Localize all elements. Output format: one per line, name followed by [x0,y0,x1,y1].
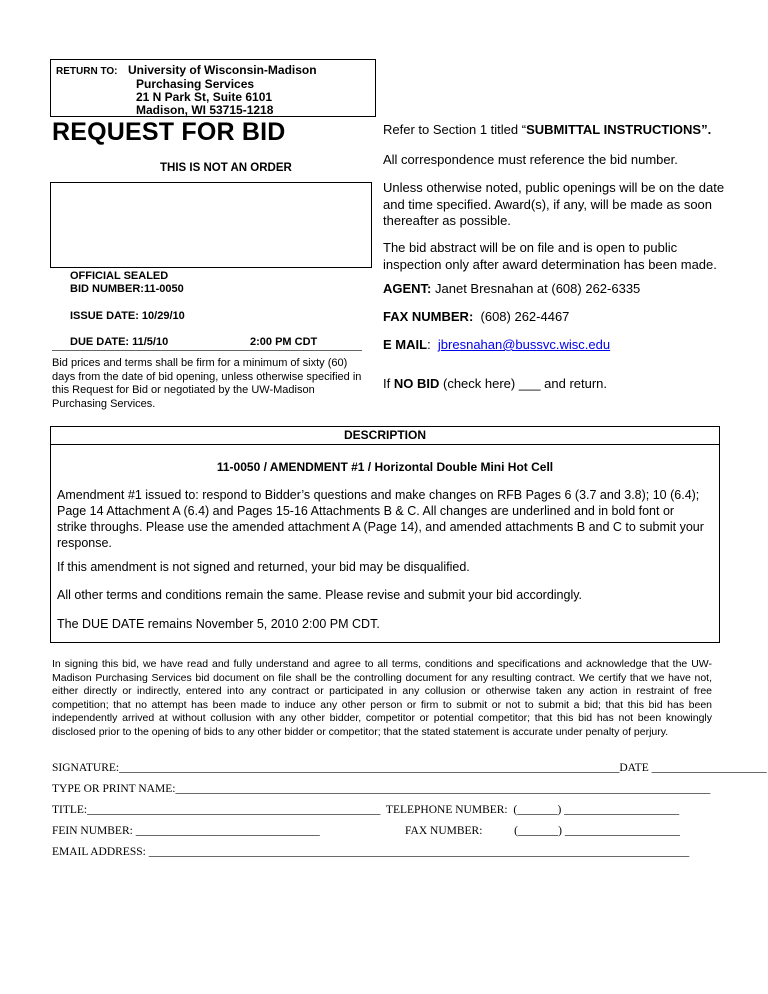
not-order-notice: THIS IS NOT AN ORDER [160,162,292,174]
fein-row: FEIN NUMBER: ________________________________ [52,825,320,837]
title-row: TITLE:___________________________________________________ TELEPHONE NUMBER: (_______) ____________________ [52,804,680,816]
due-time: 2:00 PM CDT [250,336,318,348]
title-label: TITLE: [52,804,88,816]
name-row: TYPE OR PRINT NAME:_____________________________________________________________________________________________ [52,783,711,795]
certification-text: In signing this bid, we have read and fully understand and agree to all terms, conditions and specifications and acknowledge that the UW-Madison Purchasing Services bid document on file shall be the controlling document for any resulting contract. We certify that we have not, either directly or indirectly, entered into any contract or participated in any collusion or otherwise taken any action in restraint of free competition; that no attempt has been made to induce any other person or firm to submit or not to submit a bid; that this bid has been independently arrived at without collusion with any other bidder, competitor or potential competitor; that this bid has not been knowingly disclosed prior to the opening of bids to any other bidder or competitor; that the stated statement is accurate under penalty of perjury. [52,658,712,738]
email-label: E MAIL [383,337,428,352]
agent-label: AGENT: [383,281,432,296]
fax-label: FAX NUMBER: [383,309,474,324]
divider [52,350,362,351]
fax-row: FAX NUMBER: (_______) ____________________ [405,825,680,837]
fax-value: (608) 262-4467 [480,309,570,324]
page-title: REQUEST FOR BID [52,118,286,146]
terms-paragraph: All other terms and conditions remain the same. Please revise and submit your bid accordingly. [57,588,583,602]
no-bid-pre: If [383,376,391,391]
fein-label: FEIN NUMBER: [52,825,133,837]
form-fax-label: FAX NUMBER: [405,825,483,837]
description-heading: DESCRIPTION [51,427,719,445]
refer-bold: SUBMITTAL INSTRUCTIONS”. [526,122,712,137]
signature-row: SIGNATURE:_______________________________________________________________________________________DATE ____________________ [52,762,767,774]
email-line: E MAIL: jbresnahan@bussvc.wisc.edu [383,337,611,352]
due-date-paragraph: The DUE DATE remains November 5, 2010 2:00 PM CDT. [57,617,380,631]
date-label: DATE [619,762,649,774]
telephone-label: TELEPHONE NUMBER: [385,804,508,816]
agent-line [383,281,640,298]
bid-number: BID NUMBER:11-0050 [70,283,184,295]
return-line-4: Madison, WI 53715-1218 [136,103,274,117]
return-address-box [50,59,376,117]
due-date: DUE DATE: 11/5/10 [70,336,169,348]
return-line-2: Purchasing Services [136,77,255,91]
issue-date: ISSUE DATE: 10/29/10 [70,310,185,322]
signature-label: SIGNATURE: [52,762,120,774]
openings-note: Unless otherwise noted, public openings will be on the date and time specified. Award(s), if any, will be made as soon thereafter as possible. [383,180,725,228]
amendment-paragraph: Amendment #1 issued to: respond to Bidder’s questions and make changes on RFB Pages 6 (3.7 and 3.8); 10 (6.4); Page 14 Attachment A (6.4) and Pages 15-16 Attachments B & C. All changes are underlined and in bold font or strike throughs. Please use the amended attachment A (Page 14), and amended attachments B and C to submit your response. [57,488,704,550]
name-label: TYPE OR PRINT NAME: [52,783,176,795]
return-to-label: RETURN TO: [56,66,118,77]
refer-section [383,122,711,139]
description-box [50,426,720,643]
disqualify-paragraph: If this amendment is not signed and returned, your bid may be disqualified. [57,560,470,574]
bid-number-box [50,182,372,268]
firm-price-text: Bid prices and terms shall be firm for a minimum of sixty (60) days from the date of bid opening, unless otherwise specified in this Request for Bid or negotiated by the UW-Madison Purchasing Services. [52,357,362,410]
email-address-label: EMAIL ADDRESS: [52,846,146,858]
no-bid-bold: NO BID [393,376,440,391]
return-line-1: University of Wisconsin-Madison [128,63,317,77]
fax-line [383,309,569,326]
return-line-3: 21 N Park St, Suite 6101 [136,90,273,104]
email-link[interactable]: jbresnahan@bussvc.wisc.edu [437,337,611,352]
official-sealed-label: OFFICIAL SEALED [70,270,169,282]
correspondence-note: All correspondence must reference the bid number. [383,152,678,167]
no-bid-post: (check here) ___ and return. [442,376,608,391]
agent-value: Janet Bresnahan at (608) 262-6335 [435,281,641,296]
no-bid-line [383,376,607,393]
email-row: EMAIL ADDRESS: ______________________________________________________________________________________________ [52,846,690,858]
abstract-note: The bid abstract will be on file and is open to public inspection only after award determination has been made. [383,240,717,272]
refer-text: Refer to Section 1 titled “ [383,122,527,137]
description-subtitle: 11-0050 / AMENDMENT #1 / Horizontal Double Mini Hot Cell [216,460,554,474]
